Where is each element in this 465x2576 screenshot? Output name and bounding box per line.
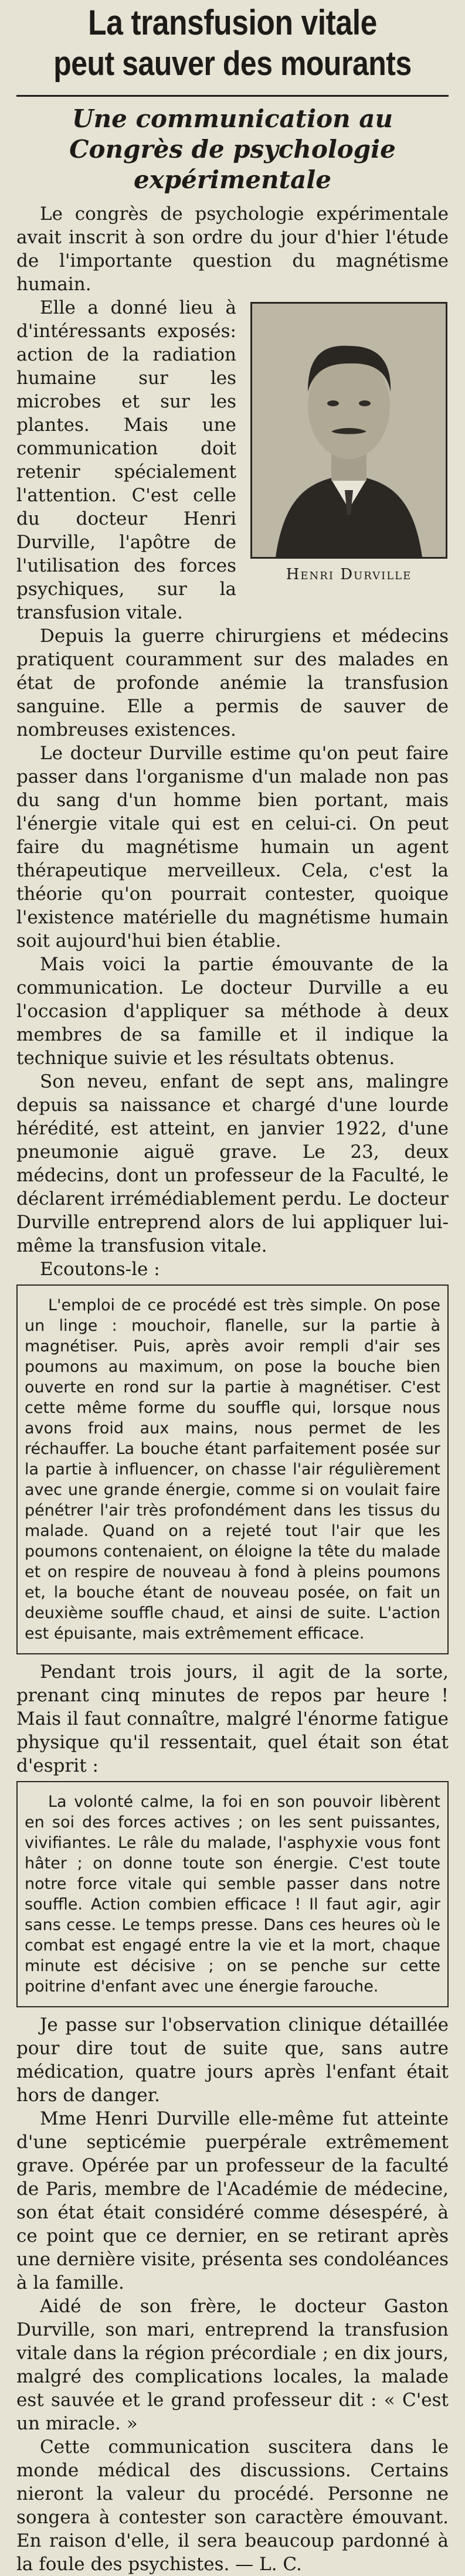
paragraph-end-1: Je passe sur l'observation clinique détaillée pour dire tout de suite que, sans autre médication, quatre jours après l'enfant était hors de danger. — [16, 2014, 449, 2106]
divider — [16, 95, 449, 97]
quote-box-1 — [16, 1284, 449, 1654]
subheadline: Une communication au Congrès de psychologie expérimentale — [69, 104, 396, 194]
paragraph-end-2: Mme Henri Durville elle-même fut atteinte d'une septicémie puerpérale extrêmement grave. Opérée par un professeur de la faculté de Paris, membre de l'Académie de médecine, son état était considéré comme désespéré, à ce point que ce dernier, en se retirant après une dernière visite, présenta ses condoléances à la famille. — [16, 2108, 449, 2293]
paragraph-1: Le congrès de psychologie expérimentale avait inscrit à son ordre du jour d'hier l'étude de l'importante question du magnétisme humain. — [16, 203, 449, 295]
paragraph-2: Elle a donné lieu à d'intéressants exposés: action de la radiation humaine sur les microbes et sur les plantes. Mais une communication doit retenir spécialement l'attention. C'est celle du docteur Henri Durville, l'apôtre de l'utilisation des forces psychiques, sur la transfusion vitale. — [16, 297, 236, 623]
paragraph-4: Le docteur Durville estime qu'on peut faire passer dans l'organisme d'un malade non pas du sang d'un homme bien portant, mais l'énergie vitale qui est en celui-ci. On peut faire du magnétisme humain un agent thérapeutique merveilleux. Cela, c'est la théorie qu'on pourrait contester, quoique l'existence matérielle du magnétisme humain soit aujourd'hui bien établie. — [16, 743, 449, 951]
portrait-photo — [250, 302, 447, 559]
quote-2: La volonté calme, la foi en son pouvoir libèrent en soi des forces actives ; on les sent puissantes, vivifiantes. Le râle du malade, l'asphyxie vous font hâter ; on donne toute son énergie. C'est toute notre force vitale qui semble passer dans notre souffle. Action combien efficace ! Il faut agir, agir sans cesse. Le temps presse. Dans ces heures où le combat est engagé entre la vie et la mort, chaque minute est décisive ; on se penche sur cette poitrine d'enfant avec une énergie farouche. — [25, 1793, 440, 1996]
paragraph-7: Ecoutons-le : — [40, 1259, 160, 1280]
quote-1: L'emploi de ce procédé est très simple. On pose un linge : mouchoir, flanelle, sur la partie à magnétiser. Puis, après avoir rempli d'air ses poumons au maximum, on pose la bouche bien ouverte en rond sur la partie à magnétiser. C'est cette même forme du souffle qui, lorsque nous avons froid aux mains, nous permet de les réchauffer. La bouche étant parfaitement posée sur la partie à influencer, on chasse l'air régulièrement avec une grande énergie, comme si on voulait faire pénétrer l'air très profondément dans les tissus du malade. Quand on a rejeté tout l'air que les poumons contenaient, on éloigne la tête du malade et on respire de nouveau à fond à pleins poumons et, la bouche étant de nouveau posée, on fait un deuxième souffle chaud, et ainsi de suite. L'action est épuisante, mais extrêmement efficace. — [25, 1296, 440, 1643]
quote-box-2 — [16, 1781, 449, 2007]
paragraph-5: Mais voici la partie émouvante de la communication. Le docteur Durville a eu l'occasion d'appliquer sa méthode à deux membres de sa famille et il indique la technique suivie et les résultats obtenus. — [16, 954, 449, 1069]
paragraph-6: Son neveu, enfant de sept ans, malingre depuis sa naissance et chargé d'une lourde hérédité, est atteint, en janvier 1922, d'une pneumonie aiguë grave. Le 23, deux médecins, dont un professeur de la Faculté, le déclarent irrémédiablement perdu. Le docteur Durville entreprend alors de lui appliquer lui-même la transfusion vitale. — [16, 1071, 449, 1256]
paragraph-3: Depuis la guerre chirurgiens et médecins pratiquent couramment sur des malades en état de profonde anémie la transfusion sanguine. Elle a permis de sauver de nombreuses existences. — [16, 626, 449, 740]
paragraph-end-3: Aidé de son frère, le docteur Gaston Durville, son mari, entreprend la transfusion vitale dans la région précordiale ; en dix jours, malgré des complications locales, la malade est sauvée et le grand professeur dit : « C'est un miracle. » — [16, 2296, 449, 2434]
portrait-illustration — [252, 304, 446, 557]
headline-line-1: La transfusion vitale — [88, 3, 377, 42]
photo-caption: Henri Durville — [286, 566, 412, 583]
paragraph-end-4: Cette communication suscitera dans le monde médical des discussions. Certains nieront la valeur du procédé. Personne ne songera à contester son caractère émouvant. En raison d'elle, il sera beaucoup pardonné à la foule des psychistes. — L. C. — [16, 2436, 449, 2575]
headline-line-2: peut sauver des mourants — [53, 45, 412, 83]
paragraph-mid: Pendant trois jours, il agit de la sorte, prenant cinq minutes de repos par heure ! Mais il faut connaître, malgré l'énorme fatigue physique qu'il ressentait, quel était son état d'esprit : — [16, 1661, 449, 1776]
portrait-figure — [249, 302, 449, 583]
